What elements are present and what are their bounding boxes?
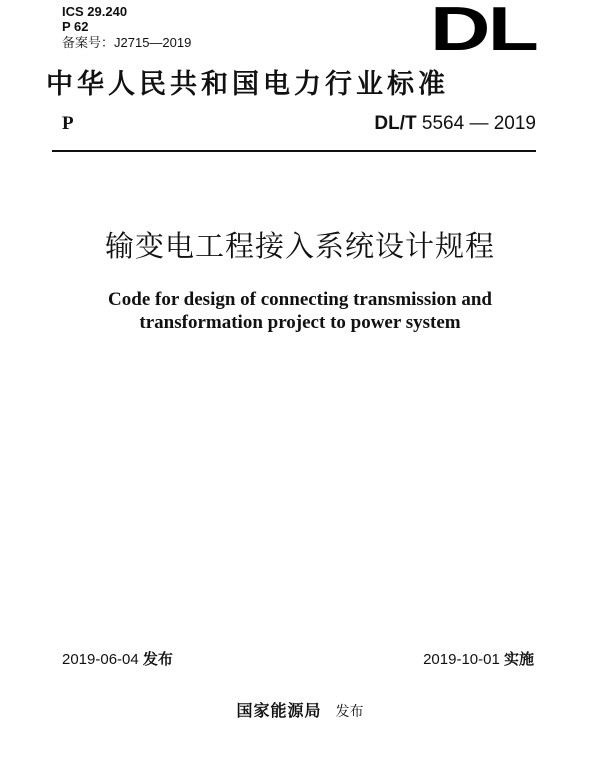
header-divider — [52, 150, 536, 152]
title-english-line-1: Code for design of connecting transmission and — [108, 289, 492, 310]
title-chinese: 输变电工程接入系统设计规程 — [104, 229, 495, 263]
issue-date-block — [62, 650, 173, 670]
issuer-block — [0, 700, 600, 723]
title-english — [0, 288, 600, 334]
issuer-organization: 国家能源局 — [236, 701, 322, 720]
implement-date-block — [423, 650, 534, 670]
issue-label: 发布 — [142, 651, 173, 668]
industry-standard-banner: 中华人民共和国电力行业标准 — [46, 69, 449, 100]
title-english-line-2: transformation project to power system — [139, 312, 461, 333]
standard-number — [374, 112, 536, 136]
issue-date: 2019-06-04 — [62, 651, 139, 668]
implement-date: 2019-10-01 — [423, 651, 500, 668]
classification-code: P 62 — [62, 19, 89, 34]
classification-letter: P — [62, 113, 74, 134]
implement-label: 实施 — [503, 651, 534, 668]
standard-code: DL/T — [374, 113, 417, 134]
ics-code: ICS 29.240 — [62, 4, 128, 19]
issuer-action: 发布 — [335, 704, 364, 720]
dl-logo: DL — [430, 0, 537, 64]
standard-number-value: 5564 — 2019 — [421, 113, 536, 134]
record-number: 备案号：J2715—2019 — [62, 35, 192, 50]
